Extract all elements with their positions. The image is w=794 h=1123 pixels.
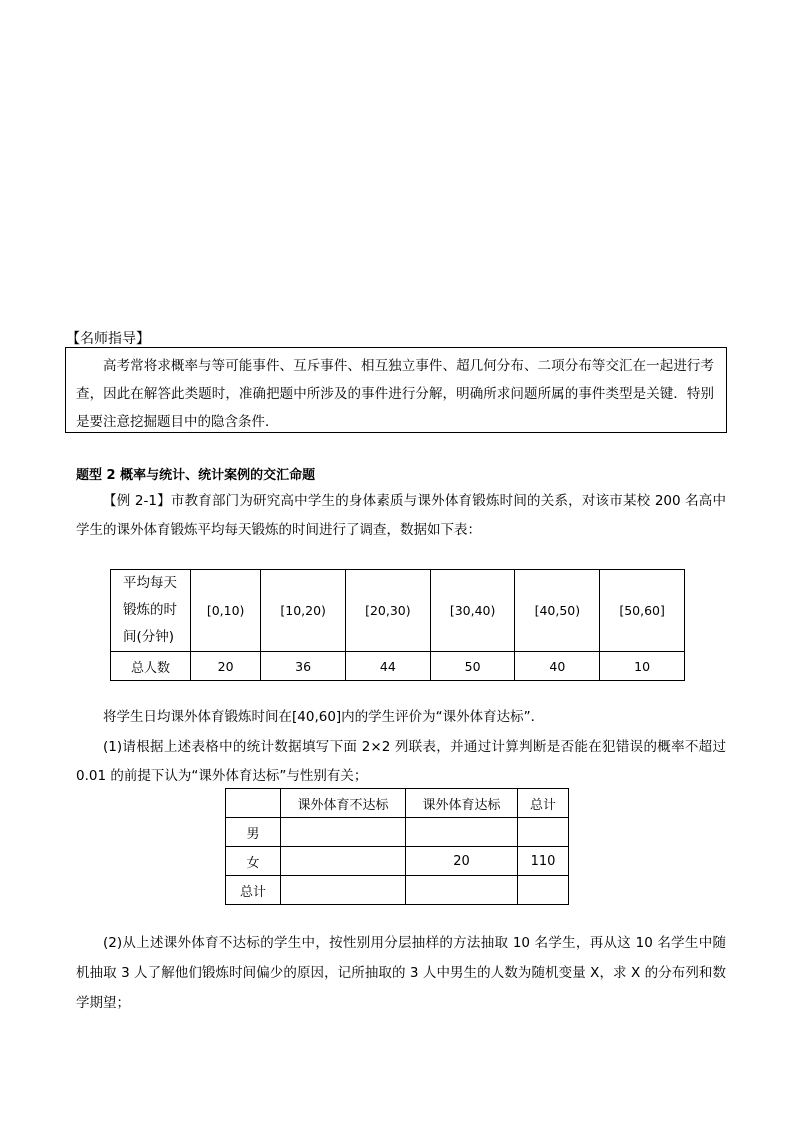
table-cell: 36	[261, 652, 346, 681]
table-cell: 20	[406, 847, 518, 876]
table-cell	[518, 818, 569, 847]
table-cell	[281, 876, 406, 905]
example-text: 市教育部门为研究高中学生的身体素质与课外体育锻炼时间的关系，对该市某校 200 名高中学生的课外体育锻炼平均每天锻炼的时间进行了调查，数据如下表：	[76, 493, 726, 538]
table-cell: [40,50)	[515, 570, 600, 652]
question-2: (2)从上述课外体育不达标的学生中，按性别用分层抽样的方法抽取 10 名学生，再从这 10 名学生中随机抽取 3 人了解他们锻炼时间偏少的原因，记所抽取的 3 人中男生的人数为随机变量 X，求 X 的分布列和数学期望；	[76, 935, 726, 1011]
tips-body: 高考常将求概率与等可能事件、互斥事件、相互独立事件、超几何分布、二项分布等交汇在一起进行考查，因此在解答此类题时，准确把题中所涉及的事件进行分解，明确所求问题所属的事件类型是关键．特别是要注意挖掘题目中的隐含条件．	[76, 358, 714, 430]
table-row-label: 男	[226, 818, 281, 847]
table-cell	[281, 818, 406, 847]
table-cell: 10	[600, 652, 685, 681]
table-row-label: 总计	[226, 876, 281, 905]
table-cell: [30,40)	[430, 570, 515, 652]
table-row	[226, 818, 569, 847]
table-cell: [20,30)	[346, 570, 431, 652]
example-label: 【例 2-1】	[103, 493, 171, 509]
table-cell: [10,20)	[261, 570, 346, 652]
table-cell: 40	[515, 652, 600, 681]
table-cell: [0,10)	[191, 570, 261, 652]
table-cell: [50,60]	[600, 570, 685, 652]
table-cell: 20	[191, 652, 261, 681]
table-cell: 50	[430, 652, 515, 681]
table-header-cell	[226, 789, 281, 818]
table-header-cell: 总计	[518, 789, 569, 818]
example-paragraph	[76, 487, 726, 545]
section-title: 题型 2 概率与统计、统计案例的交汇命题	[76, 468, 316, 483]
table-header-cell: 课外体育达标	[406, 789, 518, 818]
table-cell	[406, 818, 518, 847]
table-header-cell: 课外体育不达标	[281, 789, 406, 818]
tips-box	[65, 347, 727, 433]
table-cell	[518, 876, 569, 905]
table-row	[111, 652, 685, 681]
table-cell	[406, 876, 518, 905]
table-row	[111, 570, 685, 652]
exercise-time-table	[110, 569, 685, 681]
table-row	[226, 789, 569, 818]
table-cell: 44	[346, 652, 431, 681]
standard-definition: 将学生日均课外体育锻炼时间在[40,60]内的学生评价为“课外体育达标”．	[103, 709, 545, 725]
table-header-cell: 平均每天锻炼的时间(分钟)	[111, 570, 191, 652]
question-1: (1)请根据上述表格中的统计数据填写下面 2×2 列联表，并通过计算判断是否能在犯错误的概率不超过 0.01 的前提下认为“课外体育达标”与性别有关；	[76, 739, 726, 784]
contingency-table	[225, 788, 569, 905]
table-row-label: 女	[226, 847, 281, 876]
table-row	[226, 876, 569, 905]
table-row	[226, 847, 569, 876]
table-cell: 110	[518, 847, 569, 876]
tips-heading: 【名师指导】	[66, 331, 150, 347]
table-row-label: 总人数	[111, 652, 191, 681]
table-cell	[281, 847, 406, 876]
